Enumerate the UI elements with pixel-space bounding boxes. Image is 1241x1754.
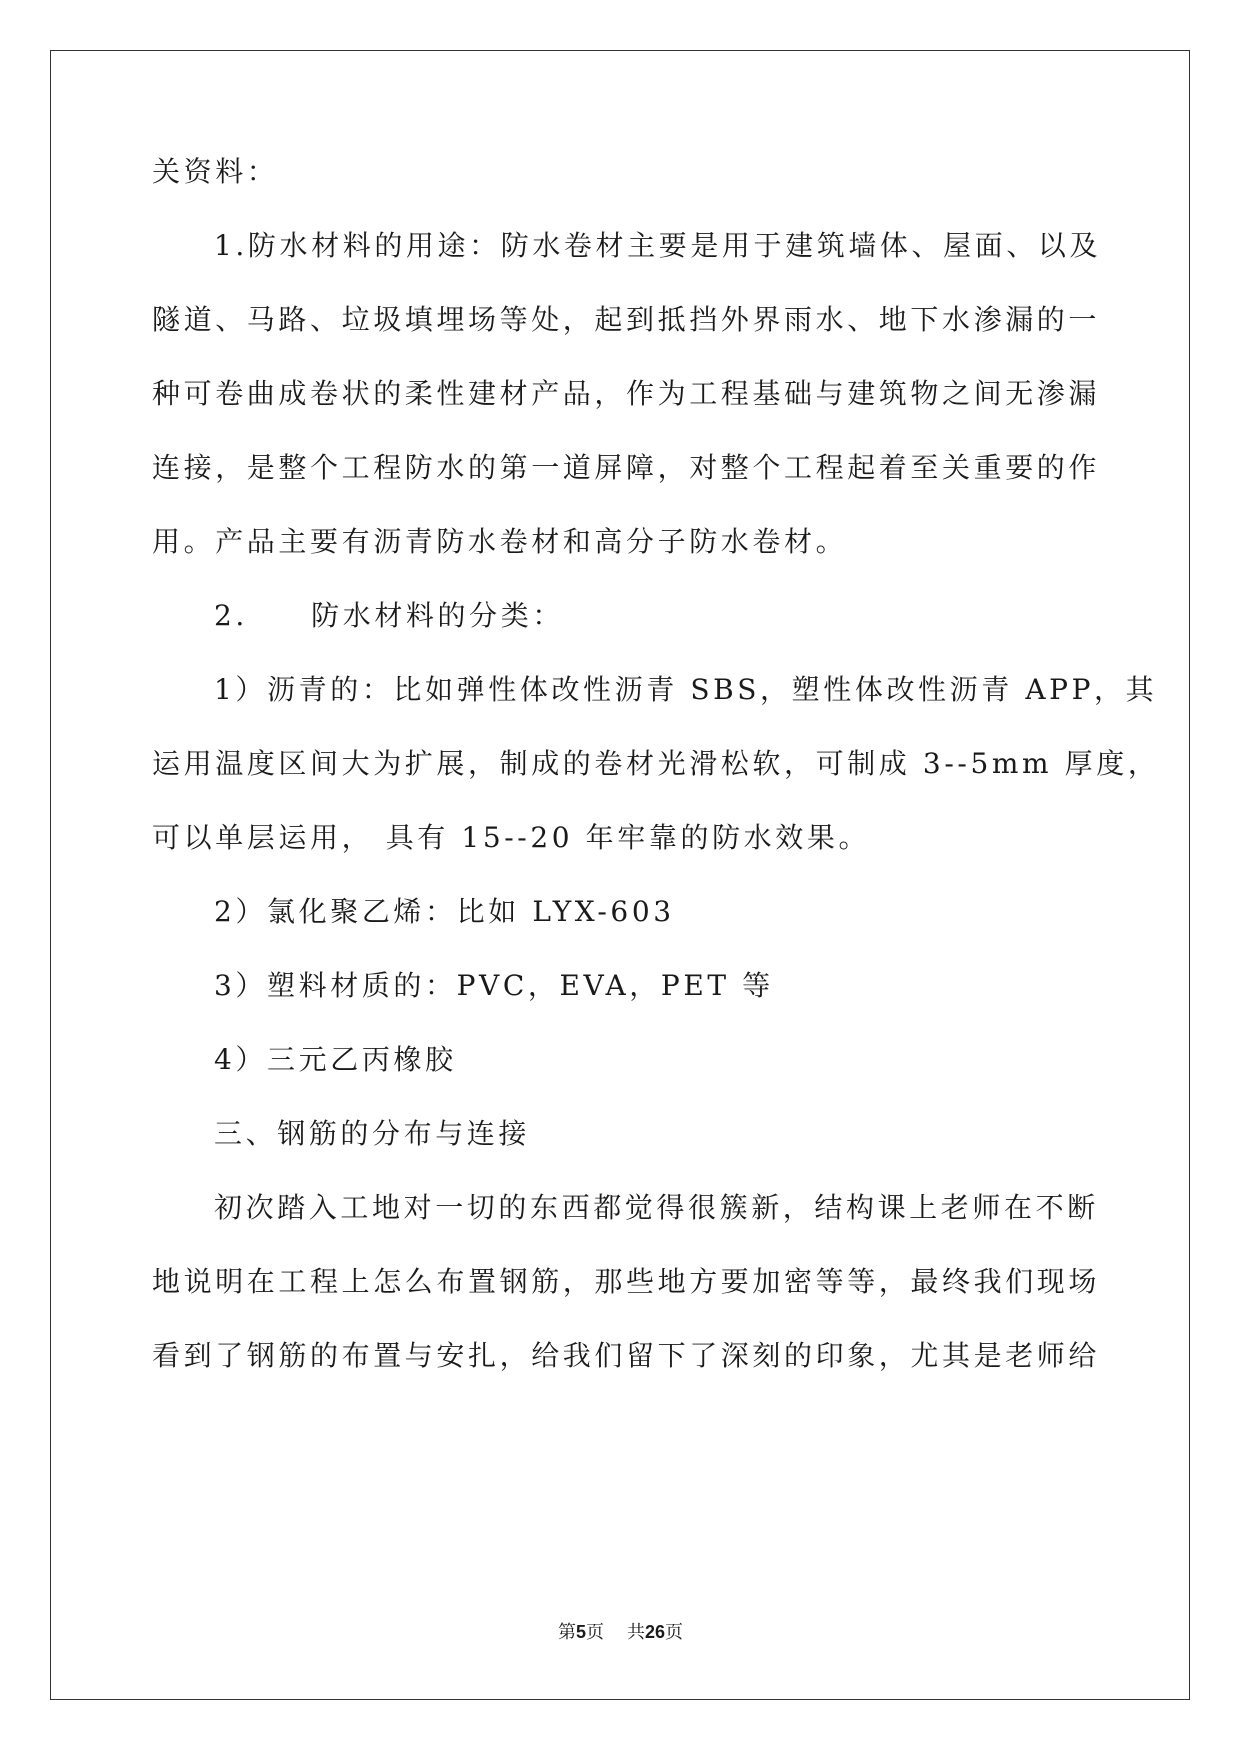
text-line: 可以单层运用， 具有 15--20 年牢靠的防水效果。 — [152, 821, 871, 854]
current-page-number: 5 — [576, 1622, 587, 1642]
footer-total-unit: 页 — [664, 1622, 683, 1643]
text-line: 初次踏入工地对一切的东西都觉得很簇新，结构课上老师在不断 — [214, 1191, 1099, 1224]
text-line: 运用温度区间大为扩展，制成的卷材光滑松软，可制成 3--5mm 厚度， — [152, 747, 1160, 780]
text-line: 看到了钢筋的布置与安扎，给我们留下了深刻的印象，尤其是老师给 — [152, 1339, 1101, 1372]
text-line: 关资料： — [152, 155, 279, 188]
text-line: 1）沥青的：比如弹性体改性沥青 SBS，塑性体改性沥青 APP，其 — [214, 673, 1158, 706]
text-line: 2. 防水材料的分类： — [214, 599, 564, 632]
page-footer — [0, 1620, 1241, 1645]
page-border — [50, 50, 1190, 1700]
text-line: 种可卷曲成卷状的柔性建材产品，作为工程基础与建筑物之间无渗漏 — [152, 377, 1101, 410]
footer-total-prefix: 共 — [626, 1622, 645, 1643]
text-line: 连接，是整个工程防水的第一道屏障，对整个工程起着至关重要的作 — [152, 451, 1101, 484]
text-line: 地说明在工程上怎么布置钢筋，那些地方要加密等等，最终我们现场 — [152, 1265, 1101, 1298]
text-line: 隧道、马路、垃圾填埋场等处，起到抵挡外界雨水、地下水渗漏的一 — [152, 303, 1101, 336]
footer-prefix: 第 — [558, 1622, 577, 1643]
text-line: 1.防水材料的用途：防水卷材主要是用于建筑墙体、屋面、以及 — [214, 229, 1102, 262]
text-line: 2）氯化聚乙烯：比如 LYX-603 — [214, 895, 675, 928]
text-line: 4）三元乙丙橡胶 — [214, 1043, 457, 1076]
text-line: 用。产品主要有沥青防水卷材和高分子防水卷材。 — [152, 525, 848, 558]
section-heading: 三、钢筋的分布与连接 — [214, 1117, 531, 1150]
footer-page-unit: 页 — [586, 1622, 605, 1643]
total-pages-number: 26 — [644, 1622, 665, 1642]
text-line: 3）塑料材质的：PVC，EVA，PET 等 — [214, 969, 774, 1002]
